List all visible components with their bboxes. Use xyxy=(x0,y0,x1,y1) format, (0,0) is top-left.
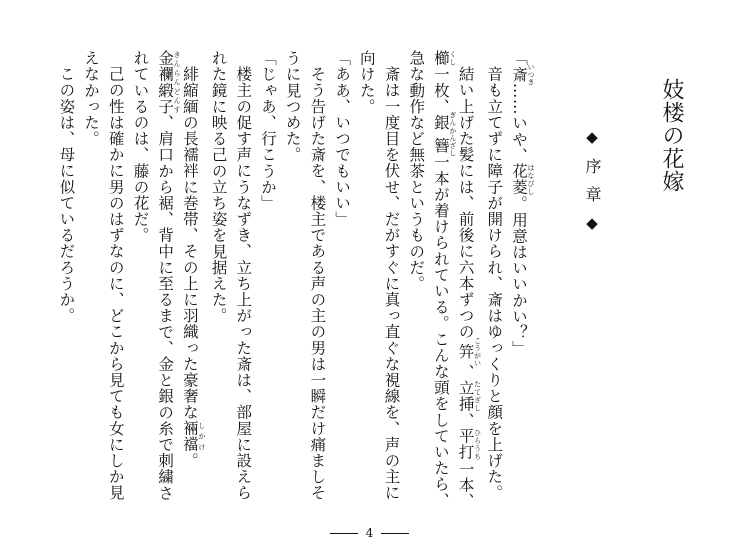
footer-rule-left xyxy=(330,533,358,534)
paragraph xyxy=(354,50,403,510)
text-run: 楼主の促す声にうなずき、立ち上がった斎は、部屋に設えられた鏡に映る己の立ち姿を見据えた。 xyxy=(209,50,253,501)
text-run: この姿は、母に似ているだろうか。 xyxy=(57,65,76,324)
paragraph xyxy=(78,50,127,510)
paragraph xyxy=(280,50,329,510)
ruby-word: 櫛 くし xyxy=(431,50,457,67)
paragraph xyxy=(206,50,255,510)
paragraph xyxy=(403,50,481,510)
text-run: 結い上げた髪には、前後に六本ずつの xyxy=(456,65,475,340)
diamond-icon: ◆ xyxy=(583,128,601,146)
text-run: 、 xyxy=(456,363,475,380)
ruby-word: 立挿 たてざし xyxy=(456,379,482,412)
book-title: 妓楼の花嫁 xyxy=(659,78,684,193)
paragraph xyxy=(255,50,280,510)
ruby-word: 笄 こうがい xyxy=(456,336,482,367)
ruby-word: 裲襠 しかけ xyxy=(180,419,206,452)
chapter-heading xyxy=(584,128,600,232)
ruby-word: 金襴緞子 きんらんどんす xyxy=(156,50,182,115)
paragraph xyxy=(329,50,354,510)
text-run: ……いや、 xyxy=(510,82,528,164)
chapter-label xyxy=(583,158,602,202)
page-footer xyxy=(0,524,739,542)
text-run: 一枚、 xyxy=(431,66,450,115)
text-run: 己の性は確かに男のはずなのに、どこから見ても女にしか見えなかった。 xyxy=(82,50,125,501)
paragraph xyxy=(506,50,535,510)
text-run: 緋縮緬の長襦袢に巻帯、その上に羽織った豪奢な xyxy=(180,65,199,420)
ruby-word: 銀簪 ぎんかんざし xyxy=(431,111,457,158)
chapter-label-char: 章 xyxy=(583,186,602,202)
ruby-word: 平打 ひらうち xyxy=(456,428,482,461)
text-run: 一本が着けられている。こんな頭をしていたら、急な動作など無茶というものだ。 xyxy=(407,50,450,509)
diamond-icon: ◆ xyxy=(583,214,601,232)
text-run: 、肩口から裾、背中に至るまで、金と銀の糸で刺繍されているのは、藤の花だ。 xyxy=(131,50,175,501)
ruby-word: 斎 いつき xyxy=(510,63,535,86)
text-run: そう告げた斎を、楼主である声の主の男は一瞬だけ痛ましそうに見つめた。 xyxy=(283,50,327,501)
text-run: 。 xyxy=(180,451,199,469)
ruby-word: 花菱 はなびし xyxy=(510,163,535,196)
page-number: 4 xyxy=(365,526,374,540)
text-run: 「じゃあ、行こうか」 xyxy=(258,50,277,211)
footer-rule-right xyxy=(381,533,409,534)
body-text xyxy=(54,50,535,510)
paragraph xyxy=(54,50,79,510)
chapter-label-char: 序 xyxy=(583,158,602,174)
text-run: 音も立てずに障子が開けられ、斎はゆっくりと顔を上げた。 xyxy=(485,65,504,501)
text-run: 一本、 xyxy=(456,460,475,509)
text-run: 斎は一度目を伏せ、だがすぐに真っ直ぐな視線を、声の主に向けた。 xyxy=(357,50,401,501)
text-run: 「 xyxy=(510,50,528,67)
paragraph xyxy=(128,50,206,510)
text-run: 「ああ、いつでもいい」 xyxy=(333,50,352,228)
text-run: 。用意はいいかい？」 xyxy=(510,195,528,357)
paragraph xyxy=(482,50,507,510)
text-run: 、 xyxy=(456,411,475,429)
